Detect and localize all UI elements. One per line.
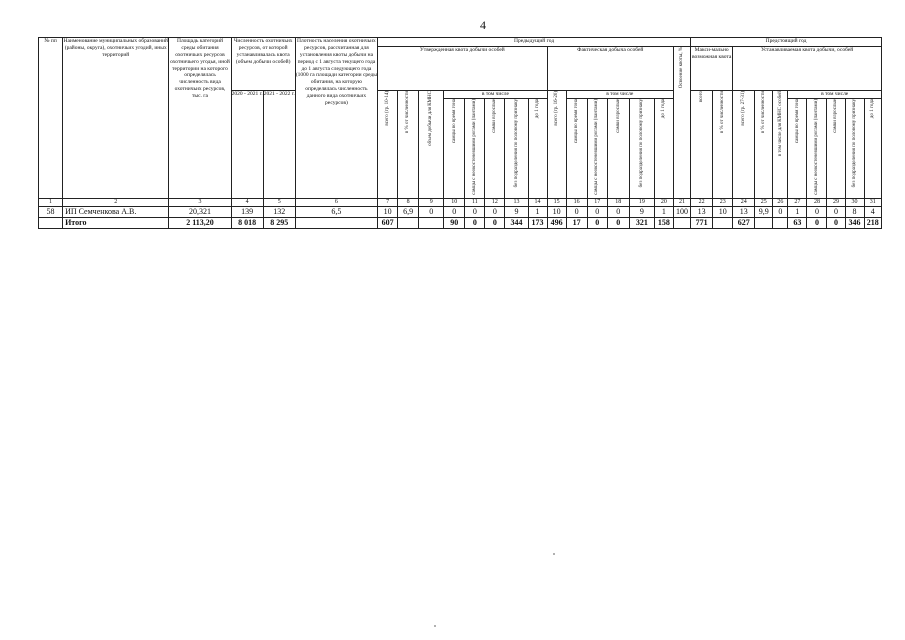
table-cell: 1 <box>654 207 673 218</box>
quota-table <box>38 37 882 229</box>
table-cell: 132 <box>263 207 295 218</box>
table-cell: 1 <box>528 207 547 218</box>
table-cell: 4 <box>864 207 881 218</box>
table-cell: 496 <box>547 218 566 229</box>
header-males-antler-2: самцы во время гона <box>566 99 587 199</box>
table-cell: 607 <box>378 218 398 229</box>
column-number: 13 <box>505 198 528 207</box>
table-cell: 344 <box>505 218 528 229</box>
table-cell: 0 <box>566 207 587 218</box>
column-number: 30 <box>845 198 864 207</box>
header-set-quota: Устанавливаемая квота добычи, особей <box>733 47 882 91</box>
table-cell <box>39 218 63 229</box>
table-cell: 20,321 <box>169 207 231 218</box>
table-cell: 0 <box>607 218 629 229</box>
header-density: Плотность населения охотничьих ресурсов, рассчитанная для установления квоты добычи на период с 1 августа текущего года до 1 августа следующего года (1000 га площади категории среды обитания, на которую определялась численность данного вида охотничьих ресурсов) <box>295 38 377 199</box>
table-cell: 0 <box>587 207 607 218</box>
header-actual: Фактическая добыча особей <box>547 47 673 91</box>
table-cell <box>713 218 733 229</box>
column-number: 15 <box>547 198 566 207</box>
header-pct-3: в % от численности <box>755 91 773 199</box>
header-total-27-31: всего (гр. 27-31) <box>733 91 755 199</box>
table-cell: 0 <box>465 218 485 229</box>
column-number: 11 <box>465 198 485 207</box>
column-number: 20 <box>654 198 673 207</box>
column-number: 5 <box>263 198 295 207</box>
table-cell: 0 <box>587 218 607 229</box>
column-number: 22 <box>691 198 713 207</box>
table-cell: 0 <box>807 218 827 229</box>
table-cell: 63 <box>788 218 807 229</box>
header-females-2: самки взрослые <box>607 99 629 199</box>
table-cell: 100 <box>673 207 690 218</box>
header-pct-2: в % от численности <box>713 91 733 199</box>
scan-speck <box>553 553 555 555</box>
header-incl-1: в том числе <box>444 91 547 99</box>
column-number: 18 <box>607 198 629 207</box>
table-cell: 173 <box>528 218 547 229</box>
column-number: 19 <box>629 198 654 207</box>
header-nodiv: без подразделения по половому признаку <box>505 99 528 199</box>
table-cell: 13 <box>691 207 713 218</box>
row-name-cell: ИП Семченкова А.В. <box>63 207 169 218</box>
table-cell: 0 <box>485 218 505 229</box>
table-cell: 13 <box>733 207 755 218</box>
table-cell: 10 <box>378 207 398 218</box>
column-number: 31 <box>864 198 881 207</box>
header-prev-year: Предыдущий год <box>378 38 691 47</box>
table-cell: 0 <box>419 207 444 218</box>
header-nodiv-3: без подразделения по половому признаку <box>845 99 864 199</box>
table-cell: 6,5 <box>295 207 377 218</box>
table-cell <box>773 218 788 229</box>
table-cell: 0 <box>773 207 788 218</box>
header-nodiv-2: без подразделения по половому признаку <box>629 99 654 199</box>
table-cell: 346 <box>845 218 864 229</box>
column-number: 7 <box>378 198 398 207</box>
column-number: 17 <box>587 198 607 207</box>
header-males-no-3: самцы с неокостеневшими рогами (пантами) <box>807 99 827 199</box>
column-number: 4 <box>231 198 263 207</box>
table-cell: 9 <box>505 207 528 218</box>
header-females-3: самки взрослые <box>827 99 845 199</box>
header-females: самки взрослые <box>485 99 505 199</box>
header-young-2: до 1 года <box>654 99 673 199</box>
table-cell: 10 <box>713 207 733 218</box>
header-total-16-20: всего (гр. 16-20) <box>547 91 566 199</box>
table-row-total <box>39 218 882 229</box>
table-cell: 0 <box>827 207 845 218</box>
column-number: 8 <box>398 198 419 207</box>
column-number: 2 <box>63 198 169 207</box>
header-area: Площадь категорий среды обитания охотничьих ресурсов охотничьего угодья, иной территории на которого определялась численность вида охотничьих ресурсов, тыс. га <box>169 38 231 199</box>
column-number: 27 <box>788 198 807 207</box>
table-cell: 0 <box>485 207 505 218</box>
column-number: 1 <box>39 198 63 207</box>
table-cell: 8 <box>845 207 864 218</box>
header-young-3: до 1 года <box>864 99 881 199</box>
header-males-antler: самцы во время гона <box>444 99 465 199</box>
column-number: 9 <box>419 198 444 207</box>
table-cell <box>419 218 444 229</box>
header-males-no-2: самцы с неокостеневшими рогами (пантами) <box>587 99 607 199</box>
table-cell <box>398 218 419 229</box>
column-number: 6 <box>295 198 377 207</box>
row-name-cell: Итого <box>63 218 169 229</box>
table-cell: 9 <box>629 207 654 218</box>
column-number: 16 <box>566 198 587 207</box>
header-name: Наименование муниципальных образований (районы, округа), охотничьих угодий, иных территорий <box>63 38 169 199</box>
table-cell: 1 <box>788 207 807 218</box>
column-number: 25 <box>755 198 773 207</box>
table-cell: 158 <box>654 218 673 229</box>
column-number: 12 <box>485 198 505 207</box>
scan-speck <box>434 625 436 627</box>
table-row <box>39 207 882 218</box>
header-males-antler-3: самцы во время гона <box>788 99 807 199</box>
header-max-quota: Макси-мально возможная квота <box>691 47 733 91</box>
table-cell: 321 <box>629 218 654 229</box>
page-number: 4 <box>480 18 486 32</box>
header-young: до 1 года <box>528 99 547 199</box>
table-cell: 9,9 <box>755 207 773 218</box>
table-cell: 0 <box>807 207 827 218</box>
table-cell: 58 <box>39 207 63 218</box>
header-approved: Утвержденная квота добычи особей <box>378 47 548 91</box>
table-cell: 771 <box>691 218 713 229</box>
table-cell: 0 <box>465 207 485 218</box>
table-cell: 10 <box>547 207 566 218</box>
header-total: всего <box>691 91 713 199</box>
column-number-row <box>39 198 882 207</box>
header-males-no: самцы с неокостеневшими рогами (пантами) <box>465 99 485 199</box>
header-kmns-2: в том числе для КМНС особей <box>773 91 788 199</box>
header-count-y2: 2021 - 2022 г. <box>263 91 295 199</box>
header-kmns: объем добычи для КМНС <box>419 91 444 199</box>
table-cell: 0 <box>827 218 845 229</box>
header-incl-3: в том числе <box>788 91 882 99</box>
column-number: 28 <box>807 198 827 207</box>
column-number: 3 <box>169 198 231 207</box>
header-total-7-14: всего (гр. 10-14) <box>378 91 398 199</box>
table-cell: 139 <box>231 207 263 218</box>
table-cell: 0 <box>444 207 465 218</box>
table-cell: 8 295 <box>263 218 295 229</box>
column-number: 26 <box>773 198 788 207</box>
column-number: 14 <box>528 198 547 207</box>
column-number: 29 <box>827 198 845 207</box>
table-cell: 218 <box>864 218 881 229</box>
table-cell: 6,9 <box>398 207 419 218</box>
table-cell <box>755 218 773 229</box>
column-number: 10 <box>444 198 465 207</box>
table-cell: 627 <box>733 218 755 229</box>
column-number: 23 <box>713 198 733 207</box>
column-number: 21 <box>673 198 690 207</box>
table-cell: 17 <box>566 218 587 229</box>
header-count-y1: 2020 - 2021 г. <box>231 91 263 199</box>
header-incl-2: в том числе <box>566 91 673 99</box>
header-next-year: Предстоящий год <box>691 38 882 47</box>
table-cell: 8 018 <box>231 218 263 229</box>
header-num: № пп <box>39 38 63 199</box>
table-cell: 2 113,20 <box>169 218 231 229</box>
column-number: 24 <box>733 198 755 207</box>
table-cell: 90 <box>444 218 465 229</box>
header-exploit: Освоение квоты, % <box>673 47 690 199</box>
header-pct: в % от численности <box>398 91 419 199</box>
table-cell: 0 <box>607 207 629 218</box>
table-cell <box>673 218 690 229</box>
table-cell <box>295 218 377 229</box>
header-count: Численность охотничьих ресурсов, от которой устанавливалась квота (объем добычи особей) <box>231 38 295 91</box>
